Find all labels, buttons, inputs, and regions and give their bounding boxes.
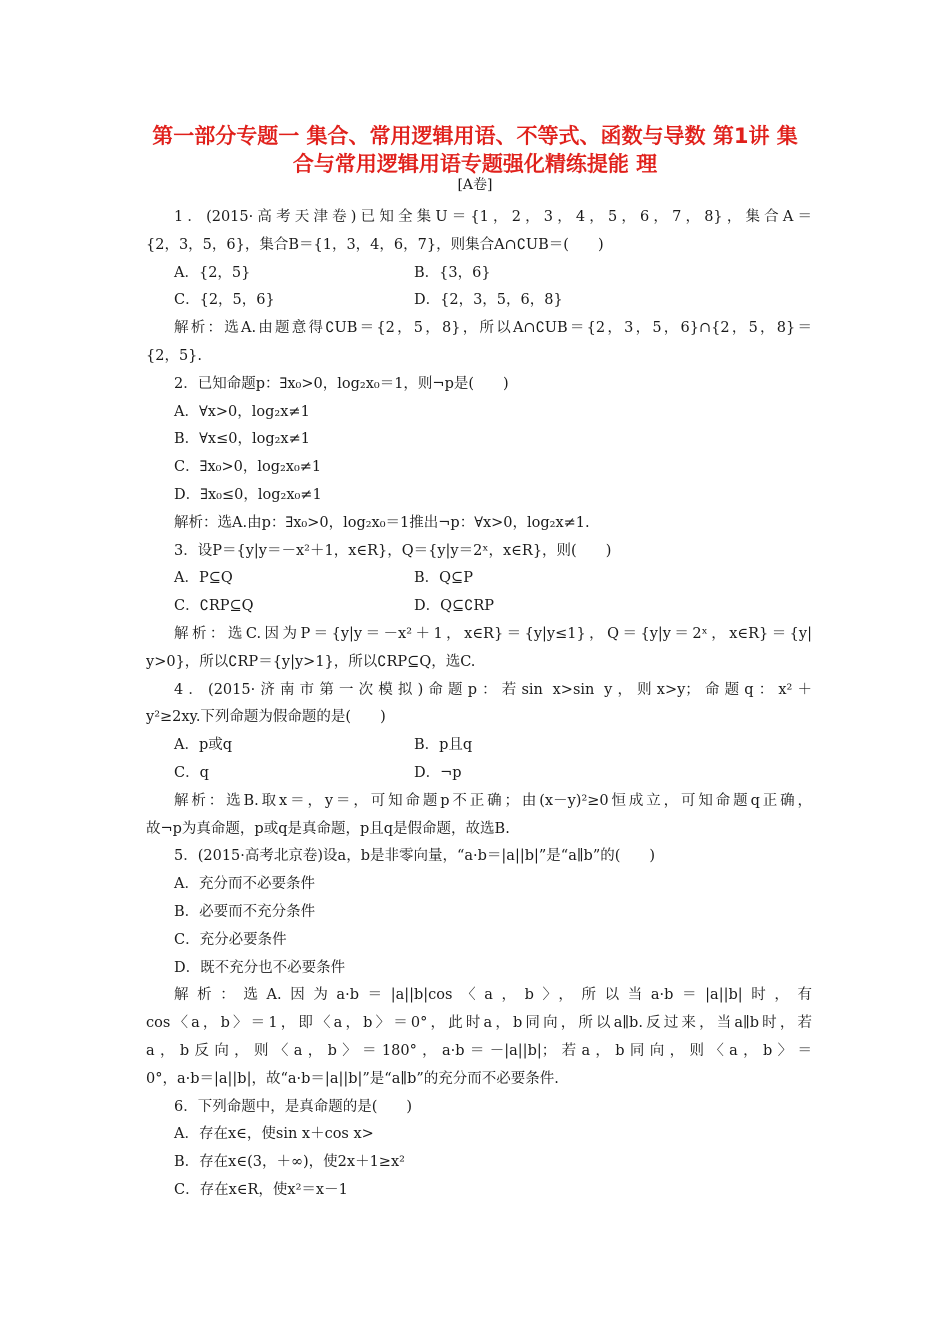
- q5-solution-line4: 0°，a·b＝|a||b|，故“a·b＝|a||b|”是“a∥b”的充分而不必要条件.: [146, 1070, 559, 1087]
- q3-solution-line2: y>0}，所以∁RP＝{y|y>1}，所以∁RP⊆Q，选C.: [146, 653, 476, 670]
- q6-option-a: A．存在x∈，使sin x＋cos x>: [174, 1126, 374, 1143]
- q5-solution-line2: cos〈a，b〉＝1，即〈a，b〉＝0°，此时a，b同向，所以a∥b.反过来，当a∥b时，若: [146, 1015, 812, 1032]
- q1-stem-line1: 1．(2015·高考天津卷)已知全集U＝{1，2，3，4，5，6，7，8}，集合A＝: [174, 209, 812, 225]
- q6-option-c: C．存在x∈R，使x²＝x－1: [174, 1181, 348, 1198]
- q1-stem-line2: {2，3，5，6}，集合B＝{1，3，4，6，7}，则集合A∩∁UB＝( ): [146, 236, 604, 253]
- q2-solution: 解析：选A.由p：∃x₀>0，log₂x₀＝1推出¬p：∀x>0，log₂x≠1.: [174, 514, 590, 531]
- q1-options-cd: [146, 287, 812, 315]
- question-list: [146, 204, 812, 1205]
- q5-solution-line1: 解析：选A.因为a·b＝|a||b|cos〈a，b〉，所以当a·b＝|a||b|时，有: [174, 987, 812, 1004]
- q5-option-c: C．充分必要条件: [174, 931, 287, 948]
- q4-solution-line1: 解析：选B.取x＝，y＝，可知命题p不正确；由(x－y)²≥0恒成立，可知命题q正确，: [174, 792, 812, 809]
- q1-solution-line2: {2，5}.: [146, 347, 203, 364]
- q2-option-b: B．∀x≤0，log₂x≠1: [174, 431, 310, 448]
- q1-option-a: A．{2，5}: [174, 264, 251, 281]
- q4-option-b: B．p且q: [414, 737, 473, 754]
- q6-stem: 6．下列命题中，是真命题的是( ): [174, 1098, 413, 1115]
- q5-option-b: B．必要而不充分条件: [174, 903, 316, 920]
- q1-option-b: B．{3，6}: [414, 264, 491, 281]
- q4-option-d: D．¬p: [414, 764, 462, 781]
- q6-option-b: B．存在x∈(3，＋∞)，使2x＋1≥x²: [174, 1154, 405, 1171]
- q1-option-d: D．{2，3，5，6，8}: [414, 292, 563, 309]
- q5-option-d: D．既不充分也不必要条件: [174, 959, 346, 976]
- q3-options-ab: [146, 565, 812, 593]
- q3-stem: 3．设P＝{y|y＝－x²＋1，x∈R}，Q＝{y|y＝2ˣ，x∈R}，则( ): [174, 542, 612, 559]
- q2-option-a: A．∀x>0，log₂x≠1: [174, 403, 310, 420]
- q3-option-d: D．Q⊆∁RP: [414, 598, 495, 615]
- q4-options-ab: [146, 732, 812, 760]
- q3-options-cd: [146, 593, 812, 621]
- q3-option-a: A．P⊆Q: [174, 570, 233, 587]
- q2-option-c: C．∃x₀>0，log₂x₀≠1: [174, 459, 322, 476]
- q3-solution-line1: 解析：选C.因为P＝{y|y＝－x²＋1，x∈R}＝{y|y≤1}，Q＝{y|y＝2ˣ，x∈R}＝{y|: [174, 625, 812, 642]
- q2-option-d: D．∃x₀≤0，log₂x₀≠1: [174, 486, 322, 503]
- q4-option-c: C．q: [174, 764, 209, 781]
- q3-option-b: B．Q⊆P: [414, 570, 473, 587]
- q4-stem-line2: y²≥2xy.下列命题为假命题的是( ): [146, 709, 386, 726]
- q4-solution-line2: 故¬p为真命题，p或q是真命题，p且q是假命题，故选B.: [146, 820, 510, 837]
- section-label: [A卷]: [457, 177, 493, 193]
- q5-solution-line3: a，b反向，则〈a，b〉＝180°，a·b＝－|a||b|；若a，b同向，则〈a，b〉＝: [146, 1042, 812, 1059]
- q4-options-cd: [146, 760, 812, 788]
- q5-stem: 5．(2015·高考北京卷)设a，b是非零向量，“a·b＝|a||b|”是“a∥b”的( ): [174, 848, 656, 865]
- q4-option-a: A．p或q: [174, 737, 233, 754]
- q1-options-ab: [146, 260, 812, 288]
- q1-option-c: C．{2，5，6}: [174, 292, 275, 309]
- q4-stem-line1: 4．(2015·济南市第一次模拟)命题p：若sin x>sin y，则x>y；命题q：x²＋: [174, 681, 812, 698]
- document-title: 第一部分专题一 集合、常用逻辑用语、不等式、函数与导数 第1讲 集合与常用逻辑用语专题强化精练提能 理: [152, 124, 798, 176]
- q2-stem: 2．已知命题p：∃x₀>0，log₂x₀＝1，则¬p是( ): [174, 375, 509, 392]
- q1-solution-line1: 解析：选A.由题意得∁UB＝{2，5，8}，所以A∩∁UB＝{2，3，5，6}∩{2，5，8}＝: [174, 320, 812, 337]
- q5-option-a: A．充分而不必要条件: [174, 876, 315, 893]
- q3-option-c: C．∁RP⊆Q: [174, 598, 254, 615]
